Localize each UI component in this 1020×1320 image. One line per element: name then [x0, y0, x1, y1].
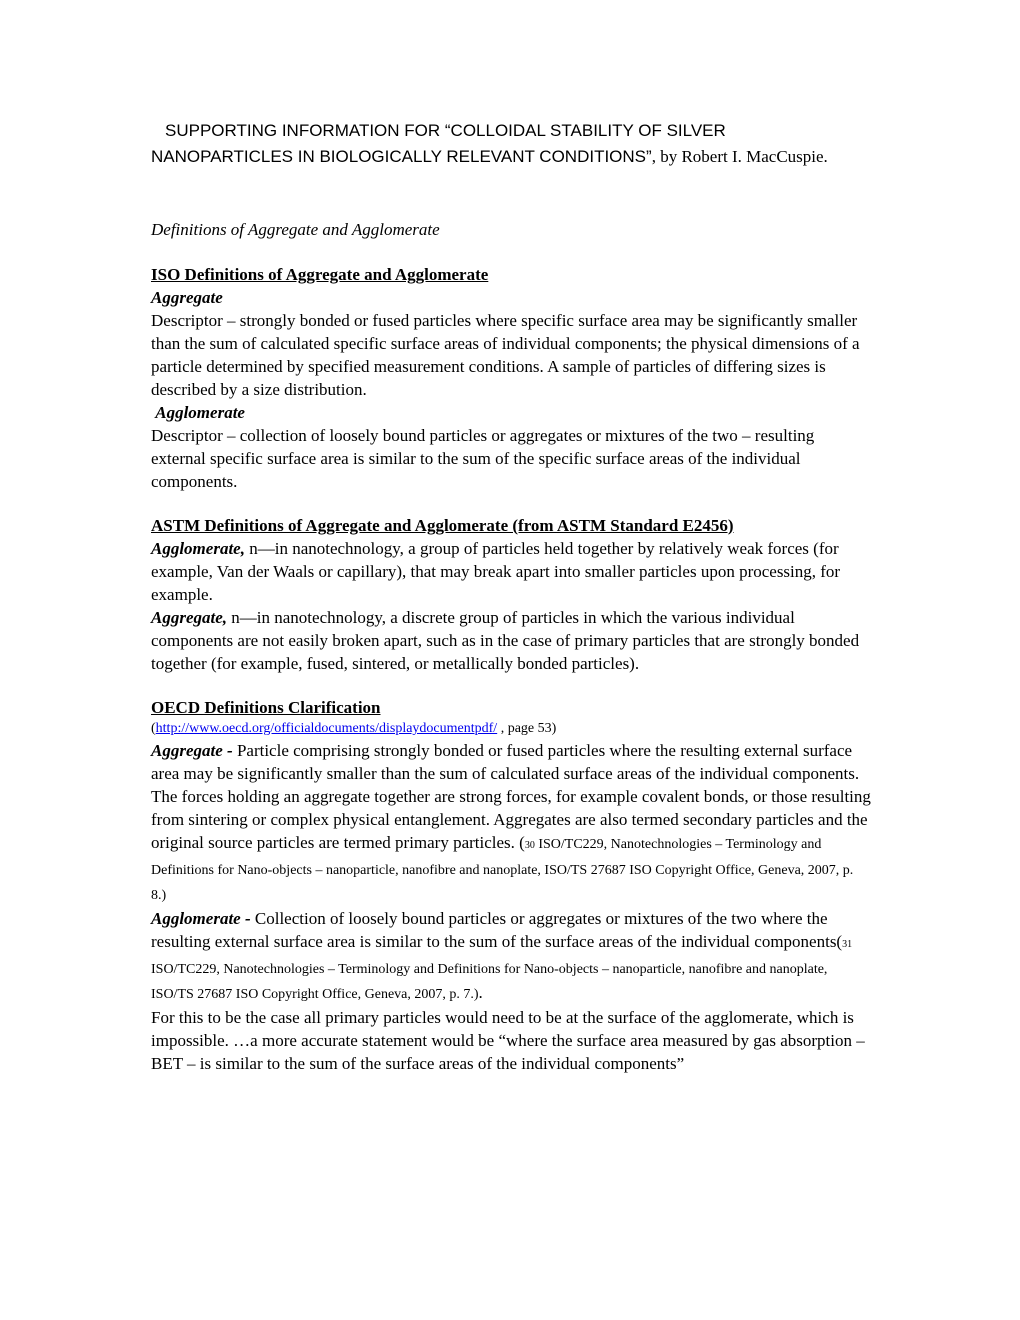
oecd-heading: OECD Definitions Clarification: [151, 698, 381, 717]
oecd-aggregate-label: Aggregate -: [151, 741, 233, 760]
astm-aggregate-label: Aggregate,: [151, 608, 228, 627]
ref-tail: , page 53): [497, 721, 557, 736]
title-text: SUPPORTING INFORMATION FOR “COLLOIDAL STABILITY OF SILVER NANOPARTICLES IN BIOLOGICALLY RELEVANT CONDITIONS”: [151, 121, 726, 166]
oecd-closing: For this to be the case all primary particles would need to be at the surface of the agglomerate, which is impossible. …a more accurate statement would be “where the surface area measured by gas absorption – BET – is similar to the sum of the surface areas of the individual components”: [151, 1008, 865, 1073]
astm-agglomerate-text: n—in nanotechnology, a group of particles held together by relatively weak forces (for example, Van der Waals or capillary), that may break apart into smaller particles upon processing, for example.: [151, 539, 841, 604]
astm-aggregate: [151, 606, 871, 675]
iso-aggregate-term: [151, 286, 871, 309]
subtitle: Definitions of Aggregate and Agglomerate: [151, 220, 440, 239]
oecd-agglomerate-text: Collection of loosely bound particles or aggregates or mixtures of the two where the resulting external surface area is similar to the sum of the surface areas of the individual components(: [151, 909, 843, 951]
oecd-agglomerate: [151, 907, 871, 1006]
oecd-reference: [151, 719, 871, 739]
astm-heading: ASTM Definitions of Aggregate and Agglomerate (from ASTM Standard E2456): [151, 516, 734, 535]
oecd-aggregate-ref: ISO/TC229, Nanotechnologies – Terminology and Definitions for Nano-objects – nanoparticle, nanofibre and nanoplate, ISO/TS 27687 ISO Copyright Office, Geneva, 2007, p. 8.): [151, 837, 854, 903]
iso-heading: ISO Definitions of Aggregate and Agglomerate: [151, 265, 489, 284]
ref-open: (: [151, 721, 156, 736]
oecd-agglomerate-dot: .: [478, 983, 483, 1002]
oecd-agglomerate-ref: ISO/TC229, Nanotechnologies – Terminology and Definitions for Nano-objects – nanoparticle, nanofibre and nanoplate, ISO/TS 27687 ISO Copyright Office, Geneva, 2007, p. 7.): [151, 962, 828, 1002]
oecd-agglomerate-sup: 31: [842, 939, 853, 950]
astm-aggregate-text: n—in nanotechnology, a discrete group of particles in which the various individual components are not easily broken apart, such as in the case of primary particles that are strongly bonded together (for example, fused, sintered, or metallically bonded particles).: [151, 608, 860, 673]
iso-aggregate-label: Aggregate: [151, 288, 223, 307]
astm-agglomerate: [151, 537, 871, 606]
iso-agglomerate-term: [151, 401, 871, 424]
oecd-aggregate: [151, 739, 871, 907]
astm-agglomerate-label: Agglomerate,: [151, 539, 245, 558]
oecd-aggregate-text: Particle comprising strongly bonded or fused particles where the resulting external surface area may be significantly smaller than the sum of calculated surface areas of the individual components. The forces holding an aggregate together are strong forces, for example covalent bonds, or those resulting from sintering or complex physical entanglement. Aggregates are also termed secondary particles and the original source particles are termed primary particles. (: [151, 741, 871, 852]
iso-aggregate-text: Descriptor – strongly bonded or fused particles where specific surface area may be significantly smaller than the sum of calculated specific surface areas of individual components; the physical dimensions of a particle determined by specified measurement conditions. A sample of particles of differing sizes is described by a size distribution.: [151, 311, 860, 399]
iso-agglomerate-text: Descriptor – collection of loosely bound particles or aggregates or mixtures of the two – resulting external specific surface area is similar to the sum of the specific surface areas of the individual components.: [151, 426, 815, 491]
author-text: , by Robert I. MacCuspie.: [651, 147, 828, 166]
oecd-aggregate-sup: 30: [524, 840, 535, 851]
oecd-link[interactable]: http://www.oecd.org/officialdocuments/displaydocumentpdf/: [155, 721, 498, 736]
document-page: [151, 118, 871, 1075]
document-title: [151, 118, 871, 170]
iso-agglomerate-label: Agglomerate: [155, 403, 245, 422]
oecd-agglomerate-label: Agglomerate -: [151, 909, 251, 928]
